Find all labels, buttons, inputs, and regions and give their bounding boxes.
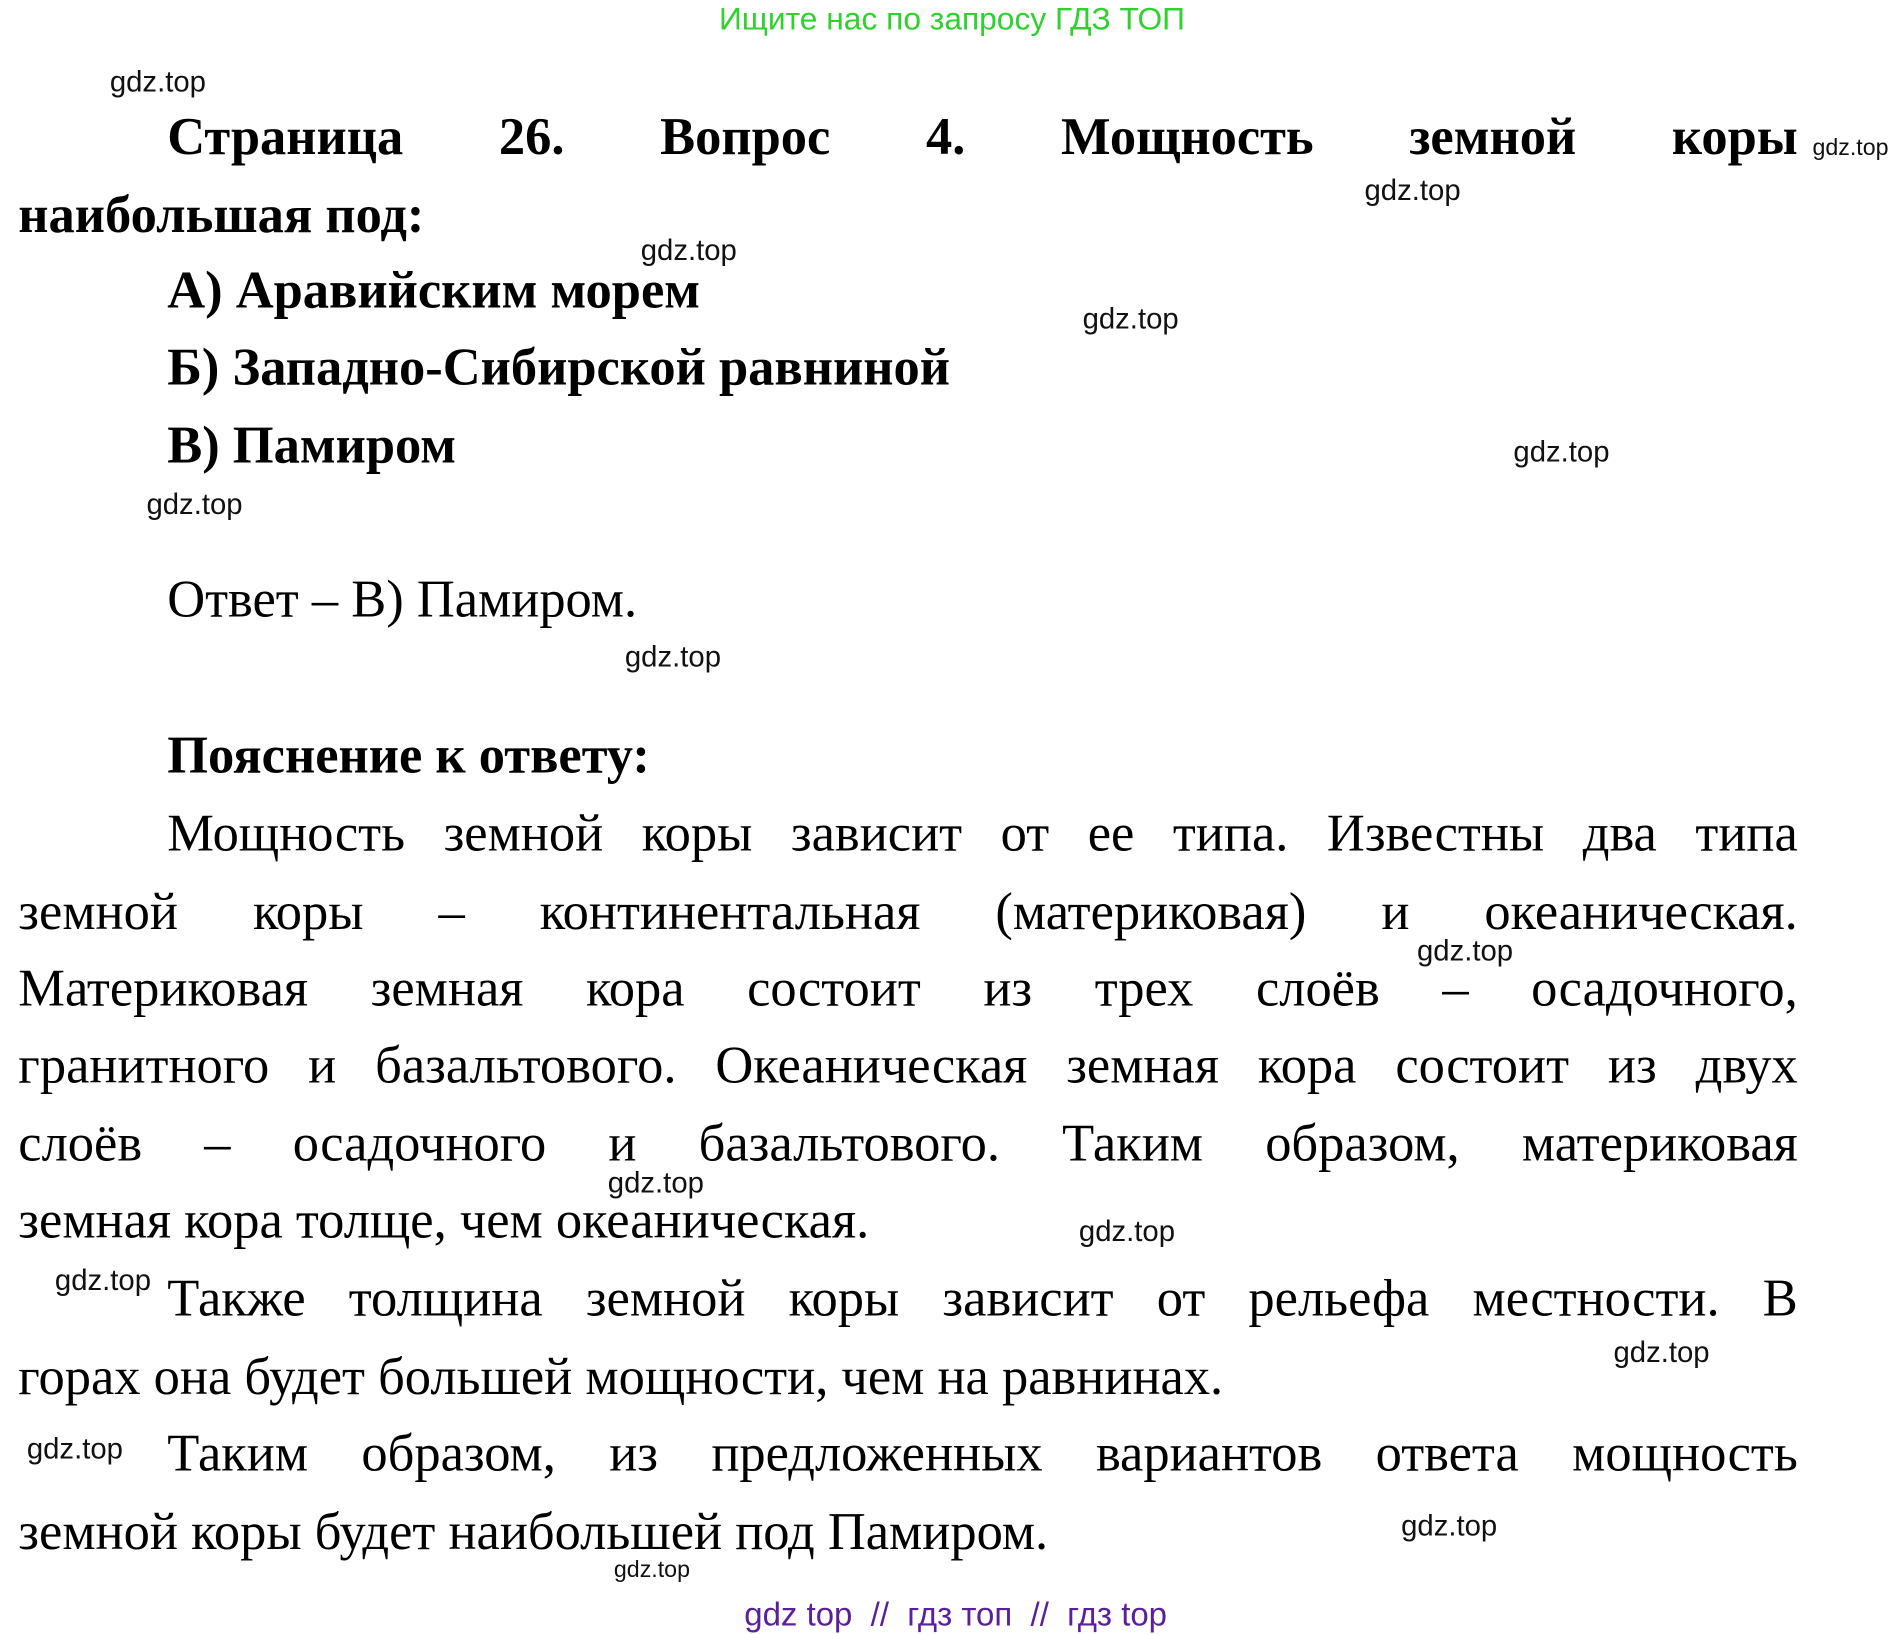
footer-links: gdz top // гдз топ // гдз top (744, 1596, 1168, 1634)
option-c: В) Памиром (167, 417, 457, 475)
watermark: gdz.top (1364, 174, 1461, 208)
watermark: gdz.top (613, 1557, 690, 1583)
watermark: gdz.top (109, 65, 206, 99)
explanation-line: земной коры – континентальная (материковая) и океаническая. (18, 883, 1798, 942)
explanation-line: земной коры будет наибольшей под Памиром. (18, 1503, 1049, 1562)
explanation-line: Также толщина земной коры зависит от рельефа местности. В (167, 1270, 1798, 1328)
question-title-cont: наибольшая под: (18, 186, 425, 245)
explanation-line: горах она будет большей мощности, чем на равнинах. (18, 1348, 1224, 1407)
watermark: gdz.top (1417, 934, 1514, 968)
explanation-line: Таким образом, из предложенных вариантов ответа мощность (167, 1425, 1798, 1483)
option-a: А) Аравийским морем (167, 262, 701, 320)
explanation-line: гранитного и базальтового. Океаническая земная кора состоит из двух (18, 1037, 1798, 1095)
explanation-line: Мощность земной коры зависит от ее типа. Известны два типа (167, 805, 1798, 863)
watermark: gdz.top (54, 1264, 152, 1298)
question-title: Страница 26. Вопрос 4. Мощность земной коры (167, 108, 1798, 166)
answer: Ответ – В) Памиром. (167, 571, 638, 629)
explanation-line: Материковая земная кора состоит из трех слоёв – осадочного, (18, 960, 1798, 1018)
watermark: gdz.top (640, 234, 737, 268)
watermark: gdz.top (1613, 1336, 1710, 1370)
watermark: gdz.top (146, 488, 243, 522)
watermark: gdz.top (1812, 135, 1889, 162)
option-b: Б) Западно-Сибирской равниной (167, 339, 950, 397)
watermark: gdz.top (1401, 1509, 1498, 1543)
explanation-line: слоёв – осадочного и базальтового. Таким образом, материковая (18, 1115, 1798, 1173)
watermark: gdz.top (26, 1432, 123, 1466)
watermark: gdz.top (1513, 435, 1610, 469)
explanation-heading: Пояснение к ответу: (167, 727, 650, 785)
watermark: gdz.top (1078, 1215, 1176, 1249)
search-banner: Ищите нас по запросу ГДЗ ТОП (718, 0, 1185, 37)
explanation-line: земная кора толще, чем океаническая. (18, 1192, 870, 1250)
watermark: gdz.top (624, 640, 721, 674)
watermark: gdz.top (1082, 302, 1179, 336)
watermark: gdz.top (607, 1166, 704, 1200)
